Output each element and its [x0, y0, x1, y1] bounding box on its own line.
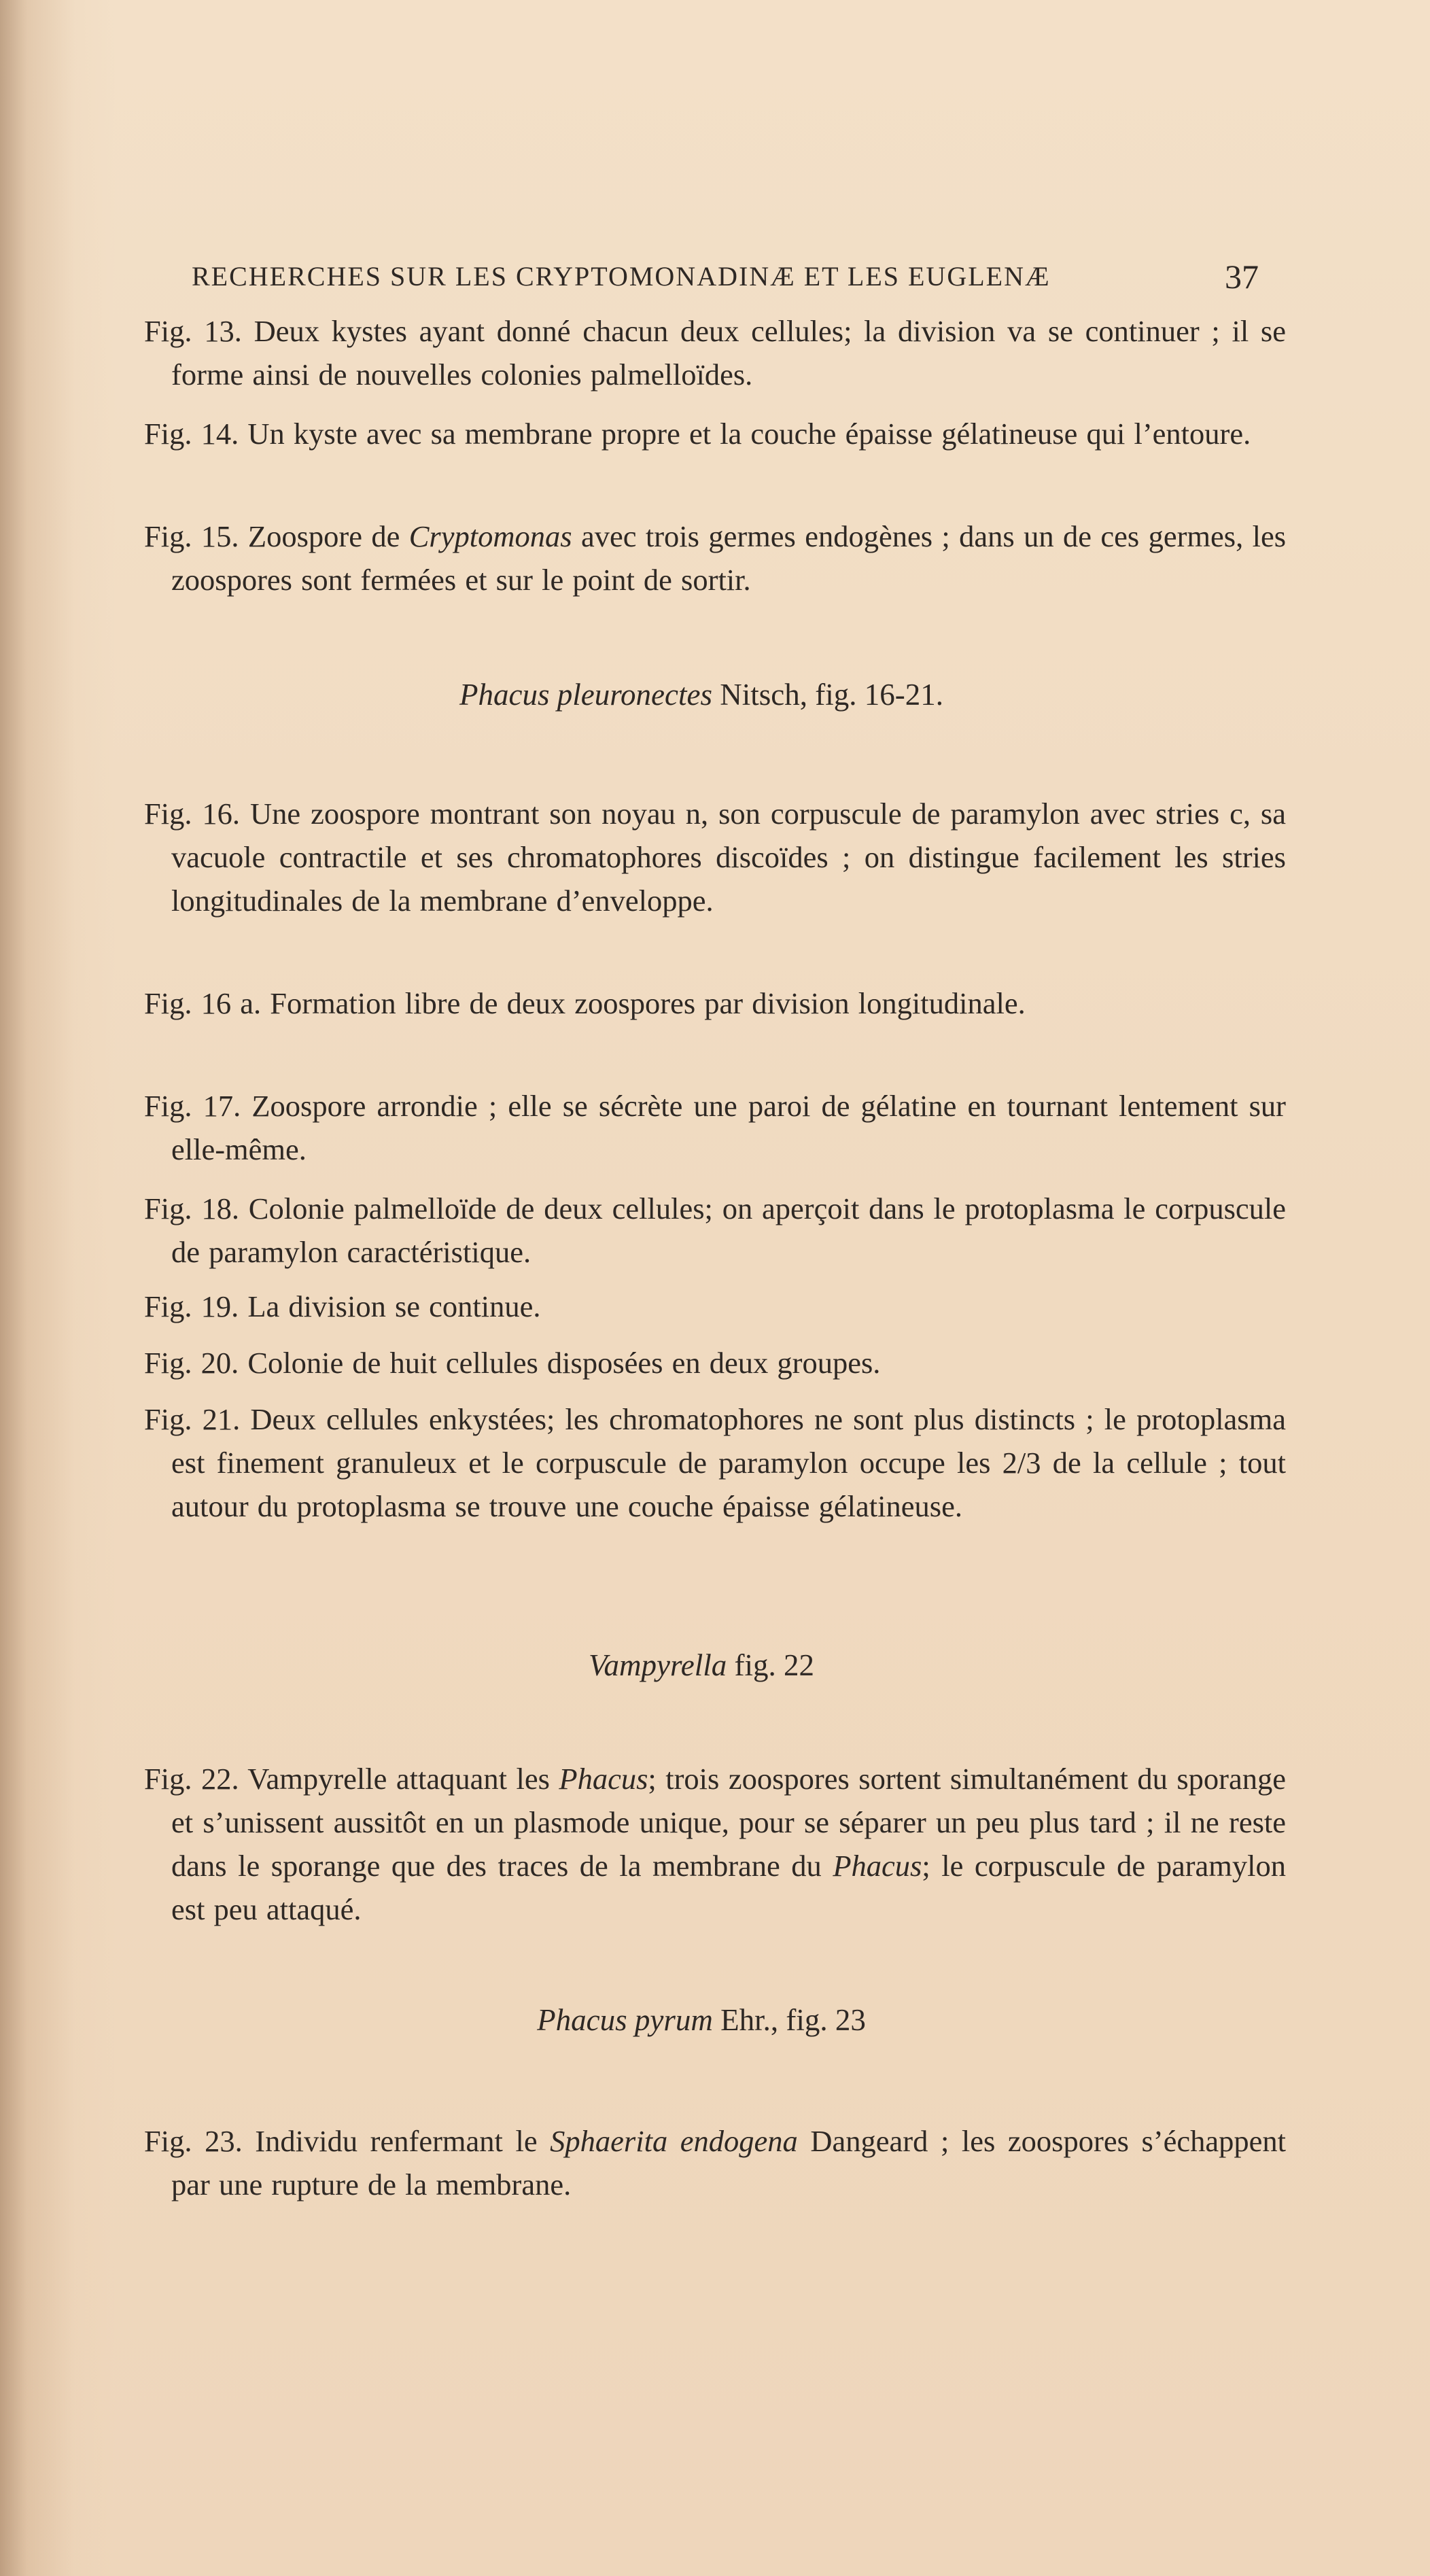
- section-rest: Nitsch, fig. 16-21.: [720, 678, 943, 712]
- caption-text-post: Dangeard ; les zoospores s’échappent par une rupture de la membrane.: [171, 2124, 1286, 2201]
- figure-label: Fig. 21.: [144, 1402, 241, 1436]
- figure-caption-14: [144, 412, 1286, 455]
- figure-label: Fig. 16 a.: [144, 986, 262, 1020]
- section-heading-phacus-pleuronectes: [144, 673, 1259, 716]
- taxon-name: Sphaerita endogena: [550, 2124, 798, 2158]
- figure-caption-13: [144, 309, 1286, 396]
- caption-text-post: ; le corpuscule de paramylon est peu attaqué.: [171, 1849, 1286, 1926]
- figure-label: Fig. 13.: [144, 314, 242, 348]
- taxon-name: Cryptomonas: [408, 519, 572, 553]
- caption-text-pre: Vampyrelle attaquant les: [247, 1762, 550, 1796]
- figure-caption-21: [144, 1397, 1286, 1528]
- figure-caption-19: [144, 1285, 1286, 1328]
- caption-text-pre: Zoospore de: [247, 519, 400, 553]
- caption-text: Deux cellules enkystées; les chromatophores ne sont plus distincts ; le protoplasma est finement granuleux et le corpuscule de paramylon occupe les 2/3 de la cellule ; tout autour du protoplasma se trouve une couche épaisse gélatineuse.: [171, 1402, 1286, 1523]
- figure-caption-16: [144, 792, 1286, 922]
- caption-text-pre: Individu renfermant le: [255, 2124, 538, 2158]
- figure-label: Fig. 14.: [144, 417, 239, 451]
- caption-text-post: avec trois germes endogènes ; dans un de ces germes, les zoospores sont fermées et sur le point de sortir.: [171, 519, 1287, 597]
- page-number: 37: [1225, 258, 1259, 296]
- caption-text: Formation libre de deux zoospores par division longitudinale.: [270, 986, 1026, 1020]
- figure-label: Fig. 17.: [144, 1089, 241, 1123]
- figure-caption-20: [144, 1341, 1286, 1385]
- figure-label: Fig. 20.: [144, 1346, 239, 1380]
- running-title: RECHERCHES SUR LES CRYPTOMONADINÆ ET LES EUGLENÆ: [192, 261, 1051, 292]
- section-heading-phacus-pyrum: [144, 1998, 1259, 2042]
- figure-caption-18: [144, 1187, 1286, 1274]
- figure-label: Fig. 16.: [144, 797, 241, 831]
- figure-label: Fig. 18.: [144, 1191, 239, 1225]
- figure-caption-16a: [144, 981, 1286, 1025]
- caption-text: La division se continue.: [247, 1289, 541, 1323]
- section-taxon: Vampyrella: [588, 1648, 727, 1682]
- figure-caption-22: [144, 1757, 1286, 1931]
- taxon-name: Phacus: [559, 1762, 648, 1796]
- taxon-name: Phacus: [833, 1849, 922, 1883]
- figure-caption-17: [144, 1084, 1286, 1171]
- caption-text: Colonie de huit cellules disposées en deux groupes.: [247, 1346, 881, 1380]
- section-taxon: Phacus pyrum: [537, 2003, 713, 2037]
- section-heading-vampyrella: [144, 1643, 1259, 1687]
- figure-label: Fig. 19.: [144, 1289, 239, 1323]
- section-rest: Ehr., fig. 23: [720, 2003, 866, 2037]
- caption-text: Colonie palmelloïde de deux cellules; on aperçoit dans le protoplasma le corpuscule de paramylon caractéristique.: [171, 1191, 1287, 1269]
- figure-label: Fig. 15.: [144, 519, 239, 553]
- caption-text: Zoospore arrondie ; elle se sécrète une paroi de gélatine en tournant lentement sur elle-même.: [171, 1089, 1286, 1166]
- caption-text: Deux kystes ayant donné chacun deux cellules; la division va se continuer ; il se forme ainsi de nouvelles colonies palmelloïdes.: [171, 314, 1287, 391]
- figure-caption-23: [144, 2119, 1286, 2206]
- section-rest: fig. 22: [734, 1648, 815, 1682]
- figure-caption-15: [144, 515, 1286, 602]
- caption-text: Une zoospore montrant son noyau n, son corpuscule de paramylon avec stries c, sa vacuole contractile et ses chromatophores discoïdes ; on distingue facilement les stries longitudinales de la membrane d’enveloppe.: [171, 797, 1286, 918]
- figure-label: Fig. 22.: [144, 1762, 239, 1796]
- figure-label: Fig. 23.: [144, 2124, 243, 2158]
- section-taxon: Phacus pleuronectes: [459, 678, 712, 712]
- caption-text-mid: ; trois zoospores sortent simultanément du sporange et s’unissent aussitôt en un plasmode unique, pour se séparer un peu plus tard ; il ne reste dans le sporange que des traces de la membrane du: [171, 1762, 1286, 1883]
- running-head: [192, 253, 1259, 300]
- caption-text: Un kyste avec sa membrane propre et la couche épaisse gélatineuse qui l’entoure.: [247, 417, 1251, 451]
